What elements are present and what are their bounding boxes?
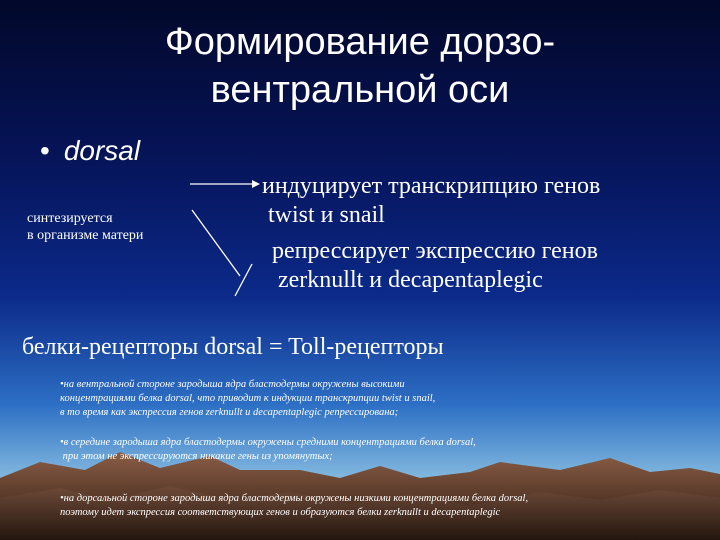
dorsal-line-2: поэтому идет экспрессия соответствующих генов и образуются белки zerknullt и decapentaplegic — [60, 507, 501, 518]
ventral-line-3: в то время как экспрессия генов zerknullt и decapentaplegic репрессирована; — [60, 407, 399, 418]
slide-title — [60, 18, 660, 114]
title-line-1: Формирование дорзо- — [164, 21, 556, 63]
title-line-2: вентральной оси — [210, 69, 510, 111]
represses-line-2: zerknullt и decapentaplegic — [272, 267, 543, 293]
dorsal-bullet-text: dorsal — [63, 135, 141, 166]
maternal-synthesis-note — [27, 210, 217, 244]
represses-line-1: репрессирует экспрессию генов — [272, 238, 598, 264]
left-note-line-1: синтезируется — [27, 211, 113, 226]
receptors-heading: белки-рецепторы dorsal = Toll-рецепторы — [22, 334, 444, 360]
induces-line-2: twist и snail — [262, 202, 385, 228]
dorsal-paragraph — [60, 492, 690, 520]
dorsal-bullet — [40, 135, 140, 167]
repression-bar — [235, 264, 252, 296]
bullet-dot: • — [40, 135, 50, 166]
arrow-head-right — [252, 180, 260, 188]
induces-line-1: индуцирует транскрипцию генов — [262, 173, 601, 199]
middle-paragraph — [60, 436, 690, 464]
represses-text — [272, 237, 702, 295]
dorsal-line-1: •на дорсальной стороне зародыша ядра бластодермы окружены низкими концентрациями белка dorsal, — [60, 493, 529, 504]
ventral-line-2: концентрациями белка dorsal, что приводит к индукции транскрипции twist и snail, — [60, 393, 436, 404]
induces-text — [262, 172, 692, 230]
ventral-paragraph — [60, 378, 690, 420]
left-note-line-2: в организме матери — [27, 228, 144, 243]
middle-line-2: при этом не экспрессируются никакие гены из упомянутых; — [60, 451, 333, 462]
ventral-line-1: •на вентральной стороне зародыша ядра бластодермы окружены высокими — [60, 379, 405, 390]
middle-line-1: •в середине зародыша ядра бластодермы окружены средними концентрациями белка dorsal, — [60, 437, 476, 448]
